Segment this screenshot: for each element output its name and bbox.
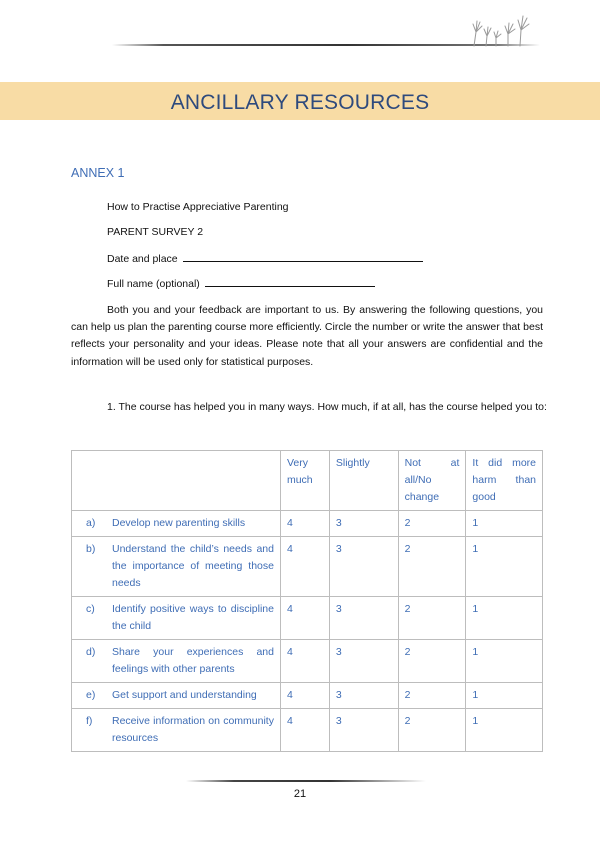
table-header-row <box>72 451 543 511</box>
rating-option[interactable]: 4 <box>280 709 329 752</box>
rating-option[interactable]: 2 <box>398 597 466 640</box>
rating-option[interactable]: 1 <box>466 511 543 537</box>
footer-rule <box>186 780 426 782</box>
rating-option[interactable]: 3 <box>329 709 398 752</box>
rating-option[interactable]: 3 <box>329 511 398 537</box>
header-empty-cell <box>72 451 281 511</box>
rating-option[interactable]: 3 <box>329 683 398 709</box>
table-row <box>72 511 543 537</box>
rating-option[interactable]: 4 <box>280 537 329 597</box>
hands-icon <box>470 12 532 48</box>
table-row <box>72 683 543 709</box>
rating-option[interactable]: 3 <box>329 537 398 597</box>
item-text: Identify positive ways to discipline the child <box>112 603 274 632</box>
full-name-label: Full name (optional) <box>107 278 200 290</box>
rating-option[interactable]: 1 <box>466 709 543 752</box>
table-row <box>72 709 543 752</box>
item-letter: a) <box>86 517 96 529</box>
item-cell <box>72 537 281 597</box>
header-very-much: Very much <box>280 451 329 511</box>
item-letter: c) <box>86 603 95 615</box>
survey-title: PARENT SURVEY 2 <box>107 226 204 238</box>
survey-table <box>71 450 543 752</box>
course-title: How to Practise Appreciative Parenting <box>107 201 289 213</box>
date-place-field[interactable] <box>107 251 423 265</box>
full-name-field[interactable] <box>107 276 375 290</box>
rating-option[interactable]: 1 <box>466 537 543 597</box>
page-number: 21 <box>293 788 307 800</box>
header-slightly: Slightly <box>329 451 398 511</box>
item-cell <box>72 511 281 537</box>
item-letter: e) <box>86 689 96 701</box>
rating-option[interactable]: 3 <box>329 640 398 683</box>
date-place-label: Date and place <box>107 253 178 265</box>
rating-option[interactable]: 4 <box>280 597 329 640</box>
item-cell <box>72 709 281 752</box>
page-title: ANCILLARY RESOURCES <box>170 91 430 114</box>
item-text: Receive information on community resources <box>112 715 274 744</box>
item-cell <box>72 597 281 640</box>
rating-option[interactable]: 4 <box>280 640 329 683</box>
item-cell <box>72 640 281 683</box>
item-text: Develop new parenting skills <box>112 517 246 529</box>
table-row <box>72 640 543 683</box>
rating-option[interactable]: 1 <box>466 683 543 709</box>
rating-option[interactable]: 1 <box>466 597 543 640</box>
item-letter: b) <box>86 543 96 555</box>
item-letter: d) <box>86 646 96 658</box>
date-place-blank[interactable] <box>183 251 423 262</box>
rating-option[interactable]: 4 <box>280 683 329 709</box>
rating-option[interactable]: 2 <box>398 683 466 709</box>
item-text: Share your experiences and feelings with other parents <box>112 646 274 675</box>
full-name-blank[interactable] <box>205 276 375 287</box>
rating-option[interactable]: 2 <box>398 709 466 752</box>
item-text: Understand the child’s needs and the importance of meeting those needs <box>112 543 274 589</box>
rating-option[interactable]: 2 <box>398 511 466 537</box>
intro-paragraph: Both you and your feedback are important to us. By answering the following questions, you can help us plan the parenting course more efficiently. Circle the number or write the answer that best reflects your personality and your ideas. Please note that all your answers are confidential and the information will be used only for statistical purposes. <box>71 304 543 368</box>
rating-option[interactable]: 3 <box>329 597 398 640</box>
item-cell <box>72 683 281 709</box>
question-1: 1. The course has helped you in many ways. How much, if at all, has the course helped you to: <box>107 401 547 413</box>
header-more-harm: It did more harm than good <box>466 451 543 511</box>
rating-option[interactable]: 4 <box>280 511 329 537</box>
rating-option[interactable]: 1 <box>466 640 543 683</box>
annex-heading: ANNEX 1 <box>71 166 125 180</box>
rating-option[interactable]: 2 <box>398 537 466 597</box>
table-row <box>72 597 543 640</box>
rating-option[interactable]: 2 <box>398 640 466 683</box>
item-text: Get support and understanding <box>112 689 257 701</box>
table-row <box>72 537 543 597</box>
item-letter: f) <box>86 715 93 727</box>
header-not-at-all: Not at all/No change <box>398 451 466 511</box>
